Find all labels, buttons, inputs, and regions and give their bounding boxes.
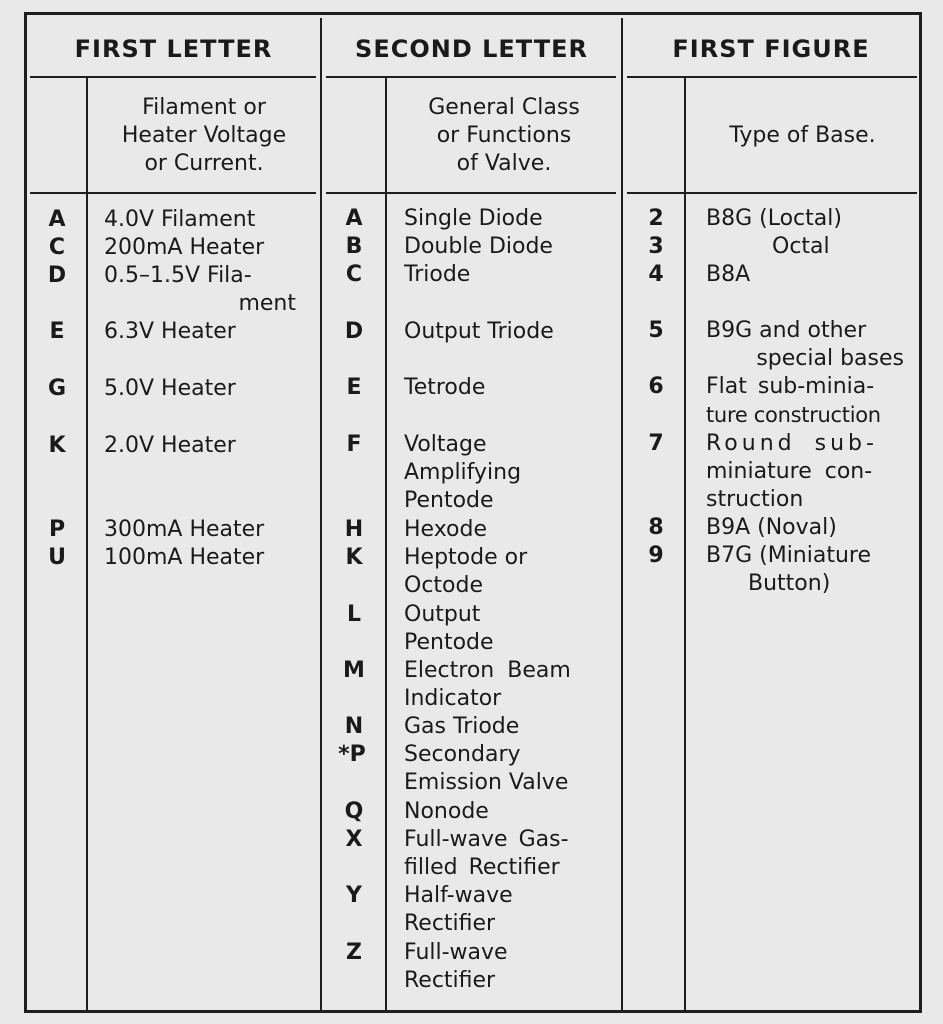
first-letter-code: U [48, 545, 66, 570]
second-letter-code: A [345, 206, 363, 231]
first-figure-desc: Octal [772, 234, 830, 259]
second-letter-code: Q [344, 799, 364, 824]
first-figure-desc-cont: miniature con- [706, 459, 873, 484]
second-letter-code: X [345, 827, 363, 852]
second-letter-code: N [344, 714, 364, 739]
first-figure-desc: Round sub- [706, 431, 878, 456]
second-letter-code: E [346, 375, 362, 400]
second-letter-desc: Full-wave Gas- [404, 827, 569, 852]
second-letter-code: D [344, 319, 364, 344]
header-second-letter: SECOND LETTER [355, 35, 588, 63]
subheader-second-letter: General Class or Functions of Valve. [428, 95, 580, 176]
second-letter-code: B [345, 234, 363, 259]
first-figure-code: 4 [648, 262, 664, 287]
header-rule-2 [326, 76, 616, 78]
second-letter-desc: Single Diode [404, 206, 543, 231]
header-rule-3 [627, 76, 917, 78]
first-letter-desc: 5.0V Heater [104, 376, 236, 401]
col-divider-1 [320, 18, 322, 1010]
second-letter-desc: Voltage Amplifying Pentode [404, 432, 522, 513]
first-letter-desc: 200mA Heater [104, 235, 265, 260]
second-letter-code: Z [346, 940, 362, 965]
second-letter-desc: Output Pentode [404, 602, 494, 655]
second-letter-desc-cont: filled Rectifier [404, 855, 560, 880]
first-letter-desc: 2.0V Heater [104, 433, 236, 458]
first-letter-desc-cont: ment [238, 291, 296, 316]
second-letter-code: Y [346, 883, 362, 908]
second-letter-desc: Secondary Emission Valve [404, 742, 569, 795]
first-figure-code: 9 [648, 543, 664, 568]
first-letter-code: K [48, 433, 66, 458]
second-letter-desc-cont: Indicator [404, 686, 502, 711]
second-letter-code: H [344, 517, 364, 542]
second-letter-code: C [345, 262, 363, 287]
second-letter-code: M [343, 658, 365, 683]
second-letter-desc: Output Triode [404, 319, 554, 344]
second-letter-desc: Gas Triode [404, 714, 520, 739]
subheader-rule-2 [326, 192, 616, 194]
first-figure-desc: Flat sub-minia- [706, 374, 875, 399]
first-figure-desc: B8A [706, 262, 751, 287]
second-letter-desc: Tetrode [404, 375, 486, 400]
first-letter-code: C [48, 235, 66, 260]
second-letter-code: L [346, 602, 362, 627]
second-letter-desc: Nonode [404, 799, 489, 824]
first-figure-desc: B8G (Loctal) [706, 206, 842, 231]
second-letter-desc: Double Diode [404, 234, 553, 259]
second-letter-desc: Triode [404, 262, 471, 287]
first-letter-code: G [47, 376, 67, 401]
header-rule-1 [30, 76, 316, 78]
first-figure-code: 2 [648, 206, 664, 231]
frame-top [24, 12, 922, 15]
first-letter-code: E [49, 319, 65, 344]
subheader-first-figure: Type of Base. [729, 123, 876, 148]
first-letter-code: P [48, 517, 66, 542]
second-letter-code: *P [338, 742, 366, 767]
first-figure-code: 5 [648, 318, 664, 343]
header-first-figure: FIRST FIGURE [672, 35, 870, 63]
col-divider-2 [621, 18, 623, 1010]
first-figure-desc-cont: Button) [748, 571, 831, 596]
subheader-first-letter: Filament or Heater Voltage or Current. [121, 95, 287, 176]
first-figure-desc-cont: special bases [756, 346, 904, 371]
first-figure-code: 3 [648, 234, 664, 259]
frame-right [919, 12, 922, 1013]
first-figure-desc: B9A (Noval) [706, 515, 837, 540]
first-figure-desc: B9G and other [706, 318, 867, 343]
first-figure-desc-cont: ture construction [706, 403, 881, 427]
subheader-rule-1 [30, 192, 316, 194]
first-letter-desc: 100mA Heater [104, 545, 265, 570]
first-letter-desc: 0.5–1.5V Fila- [104, 263, 252, 288]
subcol-divider-2 [385, 76, 387, 1010]
second-letter-code: F [346, 432, 362, 457]
first-figure-code: 8 [648, 515, 664, 540]
first-letter-code: A [48, 207, 66, 232]
second-letter-desc: Heptode or Octode [404, 545, 528, 598]
second-letter-desc: Electron Beam [404, 658, 571, 683]
first-figure-desc-cont: struction [706, 487, 804, 512]
second-letter-desc: Half-wave Rectifier [404, 883, 513, 936]
subheader-rule-3 [627, 192, 917, 194]
first-letter-desc: 300mA Heater [104, 517, 265, 542]
first-letter-desc: 6.3V Heater [104, 319, 236, 344]
first-letter-desc: 4.0V Filament [104, 207, 256, 232]
first-letter-code: D [47, 263, 67, 288]
frame-left [24, 12, 27, 1013]
first-figure-code: 6 [648, 374, 664, 399]
second-letter-desc: Hexode [404, 517, 487, 542]
first-figure-desc: B7G (Miniature [706, 543, 872, 568]
second-letter-desc: Full-wave Rectifier [404, 940, 508, 993]
frame-bottom [24, 1010, 922, 1013]
second-letter-code: K [345, 545, 363, 570]
subcol-divider-3 [684, 76, 686, 1010]
header-first-letter: FIRST LETTER [74, 35, 273, 63]
first-figure-code: 7 [648, 431, 664, 456]
